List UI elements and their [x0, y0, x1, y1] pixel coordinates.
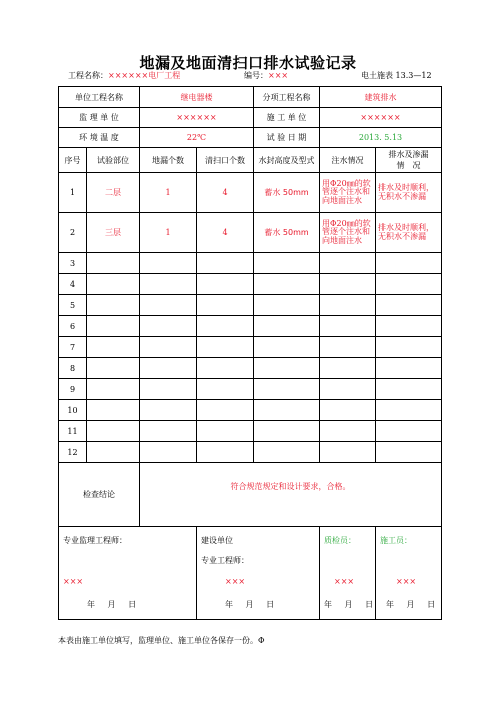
temperature-label: 环 境 温 度 [59, 128, 140, 148]
row-seq: 1 [59, 173, 87, 213]
row-seq: 7 [59, 337, 87, 358]
row-drains: 1 [140, 213, 197, 253]
table-row [59, 379, 442, 400]
qc-name: ××× [334, 577, 355, 586]
row-seq: 5 [59, 295, 87, 316]
row-seal: 蓄水 50mm [254, 173, 320, 213]
row-location: 三层 [87, 213, 140, 253]
row-seq: 8 [59, 358, 87, 379]
project-name-value: ××××××电厂工程 [108, 71, 181, 80]
table-row [59, 400, 442, 421]
conclusion-label: 检查结论 [59, 463, 140, 527]
qc-date: 年 月 日 [324, 600, 374, 609]
table-row [59, 173, 442, 213]
header-result-line1: 排水及渗漏 [388, 150, 429, 159]
row-water: 用Φ20㎜的软管逐个注水和向地面注水 [320, 173, 376, 213]
sub-project-value: 建筑排水 [320, 87, 442, 108]
header-water: 注水情况 [320, 148, 376, 173]
header-result-line2: 情 况 [396, 161, 421, 170]
row-result: 排水及时顺利，无积水不渗漏 [376, 173, 442, 213]
table-row [59, 337, 442, 358]
table-row [59, 295, 442, 316]
supervision-value: ×××××× [140, 108, 254, 128]
construction-label: 施 工 单 位 [254, 108, 320, 128]
row-seq: 3 [59, 253, 87, 274]
table-row [59, 316, 442, 337]
project-name [68, 70, 180, 81]
form-code: 电土施表 13.3—12 [361, 71, 432, 80]
builder-signature [376, 527, 442, 620]
conclusion-row [59, 463, 442, 527]
owner-signature [197, 527, 320, 620]
table-row [59, 358, 442, 379]
row-seq: 2 [59, 213, 87, 253]
header-location: 试验部位 [87, 148, 140, 173]
unit-project-label: 单位工程名称 [59, 87, 140, 108]
construction-value: ×××××× [320, 108, 442, 128]
unit-project-value: 继电器楼 [140, 87, 254, 108]
row-seq: 6 [59, 316, 87, 337]
row-seal: 蓄水 50mm [254, 213, 320, 253]
header-seq: 序号 [59, 148, 87, 173]
row-seq: 12 [59, 442, 87, 463]
table-row [59, 213, 442, 253]
owner-unit-label: 建设单位 [201, 536, 233, 545]
supervision-label: 监 理 单 位 [59, 108, 140, 128]
supervisor-date: 年 月 日 [87, 600, 137, 609]
owner-date: 年 月 日 [225, 600, 275, 609]
row-seq: 10 [59, 400, 87, 421]
info-row-project [59, 87, 442, 108]
qc-signature [320, 527, 376, 620]
sub-project-label: 分项工程名称 [254, 87, 320, 108]
project-name-label: 工程名称： [68, 71, 108, 80]
page-title: 地漏及地面清扫口排水试验记录 [139, 54, 357, 72]
info-row-conditions [59, 128, 442, 148]
info-row-units [59, 108, 442, 128]
row-seq: 11 [59, 421, 87, 442]
owner-engineer-label: 专业工程师： [201, 556, 249, 565]
row-cleanouts: 4 [197, 173, 254, 213]
conclusion-text: 符合规范规定和设计要求，合格。 [140, 463, 442, 527]
supervisor-signature [59, 527, 197, 620]
builder-date: 年 月 日 [386, 600, 436, 609]
footer-note: 本表由施工单位填写，监理单位、施工单位各保存一份。Φ [58, 636, 265, 645]
record-number-label: 编号： [244, 71, 268, 80]
supervisor-label: 专业监理工程师： [63, 536, 127, 545]
record-table [58, 86, 442, 620]
supervisor-name: ××× [63, 577, 84, 586]
row-drains: 1 [140, 173, 197, 213]
table-row [59, 253, 442, 274]
header-row [59, 148, 442, 173]
table-row [59, 274, 442, 295]
signature-row [59, 527, 442, 620]
row-seq: 9 [59, 379, 87, 400]
test-date-value: 2013. 5.13 [320, 128, 442, 148]
row-cleanouts: 4 [197, 213, 254, 253]
header-seal: 水封高度及型式 [254, 148, 320, 173]
table-row [59, 442, 442, 463]
record-number [244, 70, 288, 81]
owner-name: ××× [225, 577, 246, 586]
header-result [376, 148, 442, 173]
row-seq: 4 [59, 274, 87, 295]
row-location: 二层 [87, 173, 140, 213]
record-number-value: ××× [268, 71, 289, 80]
header-drains: 地漏个数 [140, 148, 197, 173]
table-row [59, 421, 442, 442]
row-water: 用Φ20㎜的软管逐个注水和向地面注水 [320, 213, 376, 253]
temperature-value: 22℃ [140, 128, 254, 148]
test-date-label: 试 验 日 期 [254, 128, 320, 148]
builder-label: 施工员： [380, 536, 412, 545]
builder-name: ××× [396, 577, 417, 586]
qc-label: 质检员： [324, 536, 356, 545]
header-cleanouts: 清扫口个数 [197, 148, 254, 173]
row-result: 排水及时顺利，无积水不渗漏 [376, 213, 442, 253]
